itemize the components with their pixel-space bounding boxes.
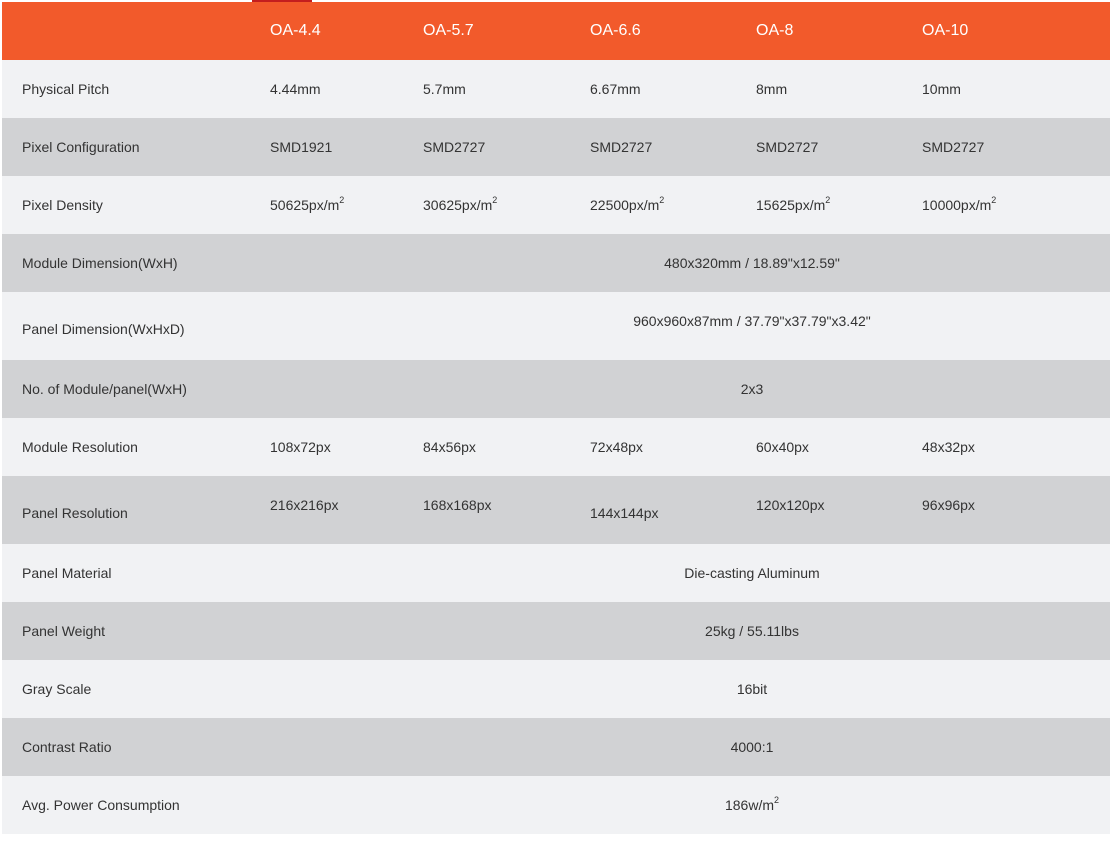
table-row bbox=[2, 292, 1110, 360]
header-empty-cell bbox=[2, 2, 270, 60]
row-label: Panel Weight bbox=[22, 623, 106, 639]
table-row bbox=[2, 718, 1110, 776]
table-cell: 84x56px bbox=[423, 439, 476, 455]
table-cell bbox=[423, 176, 590, 234]
table-cell-merged: 2x3 bbox=[740, 381, 764, 397]
cell-value: 10000px/m bbox=[922, 197, 992, 213]
table-cell: 10mm bbox=[922, 81, 961, 97]
table-cell-merged: Die-casting Aluminum bbox=[684, 565, 820, 581]
superscript: 2 bbox=[991, 195, 997, 206]
table-cell-merged bbox=[270, 776, 1110, 834]
table-cell-merged: 16bit bbox=[736, 681, 768, 697]
table-cell bbox=[922, 176, 1110, 234]
cell-value: 186w/m bbox=[724, 797, 774, 813]
row-label: Avg. Power Consumption bbox=[22, 797, 180, 813]
table-row bbox=[2, 476, 1110, 544]
header-model-oa-8: OA-8 bbox=[756, 22, 794, 39]
row-label: Panel Dimension(WxHxD) bbox=[22, 321, 185, 337]
table-row bbox=[2, 776, 1110, 834]
header-model-oa-5-7: OA-5.7 bbox=[423, 22, 474, 39]
cell-value: 50625px/m bbox=[270, 197, 340, 213]
superscript: 2 bbox=[774, 795, 780, 806]
table-cell: 72x48px bbox=[590, 439, 643, 455]
table-cell-merged: 4000:1 bbox=[730, 739, 774, 755]
table-row bbox=[2, 544, 1110, 602]
cell-value: 22500px/m bbox=[590, 197, 660, 213]
table-cell bbox=[270, 176, 423, 234]
row-label: Physical Pitch bbox=[22, 81, 110, 97]
table-row bbox=[2, 234, 1110, 292]
row-label: Panel Resolution bbox=[22, 505, 128, 521]
row-label: Gray Scale bbox=[22, 681, 92, 697]
table-cell-merged: 480x320mm / 18.89"x12.59" bbox=[664, 255, 840, 271]
superscript: 2 bbox=[339, 195, 345, 206]
spec-table bbox=[2, 2, 1110, 834]
table-cell: 4.44mm bbox=[270, 81, 321, 97]
header-model-oa-6-6: OA-6.6 bbox=[590, 22, 641, 39]
spec-table-header bbox=[2, 2, 1110, 60]
row-label: Pixel Density bbox=[22, 197, 103, 213]
header-model-oa-10: OA-10 bbox=[922, 22, 969, 39]
cell-value: 30625px/m bbox=[423, 197, 493, 213]
row-label: No. of Module/panel(WxH) bbox=[22, 381, 187, 397]
table-cell: SMD2727 bbox=[590, 139, 653, 155]
table-cell: 96x96px bbox=[922, 497, 975, 513]
table-cell: 60x40px bbox=[756, 439, 809, 455]
table-row bbox=[2, 360, 1110, 418]
table-cell: SMD2727 bbox=[922, 139, 985, 155]
table-cell: 5.7mm bbox=[423, 81, 466, 97]
row-label: Pixel Configuration bbox=[22, 139, 140, 155]
table-cell: SMD2727 bbox=[756, 139, 819, 155]
row-label: Module Dimension(WxH) bbox=[22, 255, 178, 271]
table-cell-merged: 960x960x87mm / 37.79"x37.79"x3.42" bbox=[633, 313, 871, 329]
cell-value: 15625px/m bbox=[756, 197, 826, 213]
table-cell: SMD1921 bbox=[270, 139, 333, 155]
superscript: 2 bbox=[659, 195, 665, 206]
row-label: Contrast Ratio bbox=[22, 739, 112, 755]
superscript: 2 bbox=[492, 195, 498, 206]
table-cell: 216x216px bbox=[270, 497, 339, 513]
table-row bbox=[2, 660, 1110, 718]
table-cell-merged: 25kg / 55.11lbs bbox=[705, 623, 799, 639]
table-row bbox=[2, 60, 1110, 118]
row-label: Panel Material bbox=[22, 565, 112, 581]
table-cell: 48x32px bbox=[922, 439, 975, 455]
header-model-oa-4-4: OA-4.4 bbox=[270, 22, 321, 39]
table-cell: 8mm bbox=[756, 81, 788, 97]
table-row bbox=[2, 602, 1110, 660]
header-row bbox=[2, 2, 1110, 60]
table-cell bbox=[590, 176, 756, 234]
table-row bbox=[2, 176, 1110, 234]
row-label: Module Resolution bbox=[22, 439, 138, 455]
table-cell: SMD2727 bbox=[423, 139, 486, 155]
spec-table-body bbox=[2, 60, 1110, 834]
table-row bbox=[2, 118, 1110, 176]
table-cell: 6.67mm bbox=[590, 81, 641, 97]
table-cell: 108x72px bbox=[270, 439, 331, 455]
table-cell: 144x144px bbox=[590, 505, 659, 521]
table-cell: 120x120px bbox=[756, 497, 825, 513]
table-cell bbox=[756, 176, 922, 234]
superscript: 2 bbox=[825, 195, 831, 206]
table-row bbox=[2, 418, 1110, 476]
table-cell: 168x168px bbox=[423, 497, 492, 513]
